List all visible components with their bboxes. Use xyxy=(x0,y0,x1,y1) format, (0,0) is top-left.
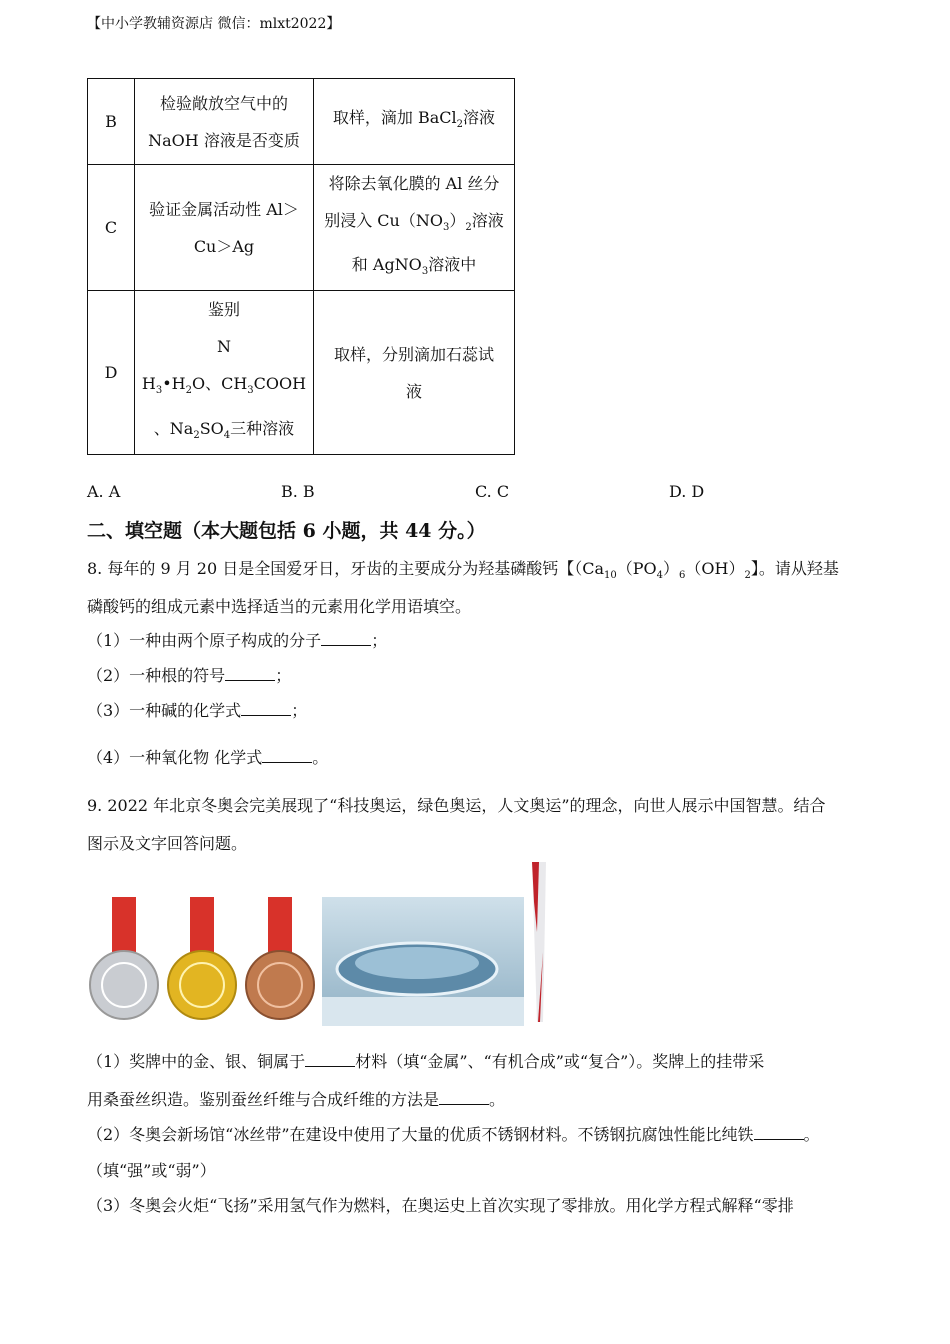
ice-ribbon-stadium-image xyxy=(322,897,524,1026)
medal-disc xyxy=(246,951,314,1019)
row-method: 取样，滴加 BaCl$_2$溶液 xyxy=(314,79,515,165)
choice-a: A. A xyxy=(87,482,121,501)
page-header: 【中小学教辅资源店 微信：mlxt2022】 xyxy=(87,16,341,32)
choice-c: C. C xyxy=(475,482,510,501)
q8-intro-line2: 磷酸钙的组成元素中选择适当的元素用化学用语填空。 xyxy=(87,597,472,616)
bronze-medal-image xyxy=(244,897,316,1024)
choice-d: D. D xyxy=(669,482,705,501)
q8-intro-line1: 8. 每年的 9 月 20 日是全国爱牙日，牙齿的主要成分为羟基磷酸钙【（$Ca_{10}(PO_4)_6(OH)_2$】。请从羟基 xyxy=(87,559,839,582)
q8-part4: （4）一种氧化物 化学式 。 xyxy=(87,748,329,767)
medal-disc xyxy=(90,951,158,1019)
silver-medal-image xyxy=(88,897,160,1024)
q9-part3-line1: （3）冬奥会火炬“飞扬”采用氢气作为燃料，在奥运史上首次实现了零排放。用化学方程式解释“零排 xyxy=(87,1196,794,1215)
choice-b: B. B xyxy=(281,482,315,501)
row-method: 取样，分别滴加石蕊试 液 xyxy=(314,291,515,454)
table-row xyxy=(88,79,515,165)
table-row xyxy=(88,291,515,454)
q9-intro-line2: 图示及文字回答问题。 xyxy=(87,834,248,853)
row-purpose: 检验敞放空气中的 NaOH 溶液是否变质 xyxy=(135,79,314,165)
q9-part2-line1: （2）冬奥会新场馆“冰丝带”在建设中使用了大量的优质不锈钢材料。不锈钢抗腐蚀性能比纯铁 。 xyxy=(87,1125,820,1144)
answer-blank[interactable] xyxy=(754,1125,804,1140)
answer-blank[interactable] xyxy=(262,748,312,763)
row-key: D xyxy=(88,291,135,454)
q8-part3: （3）一种碱的化学式 ； xyxy=(87,701,308,720)
gold-medal-image xyxy=(166,897,238,1024)
medal-ribbon xyxy=(190,897,214,955)
medal-ribbon xyxy=(112,897,136,955)
q8-part2: （2）一种根的符号 ； xyxy=(87,666,292,685)
q9-part2-line2: （填“强”或“弱”） xyxy=(87,1161,216,1180)
q9-intro-line1: 9. 2022 年北京冬奥会完美展现了“科技奥运，绿色奥运，人文奥运”的理念，向世人展示中国智慧。结合 xyxy=(87,796,826,815)
table-row xyxy=(88,165,515,291)
answer-blank[interactable] xyxy=(241,701,291,716)
row-key: C xyxy=(88,165,135,291)
q9-part1-line2: 用桑蚕丝织造。鉴别蚕丝纤维与合成纤维的方法是 。 xyxy=(87,1090,506,1109)
row-purpose: 验证金属活动性 Al＞ Cu＞Ag xyxy=(135,165,314,291)
q9-part1-line1: （1）奖牌中的金、银、铜属于 材料（填“金属”、“有机合成”或“复合”）。奖牌上的挂带采 xyxy=(87,1052,765,1071)
options-table xyxy=(87,78,515,455)
answer-blank[interactable] xyxy=(225,666,275,681)
answer-blank[interactable] xyxy=(321,631,371,646)
answer-blank[interactable] xyxy=(305,1052,355,1067)
medal-disc xyxy=(168,951,236,1019)
row-key: B xyxy=(88,79,135,165)
medal-ribbon xyxy=(268,897,292,955)
row-method: 将除去氧化膜的 Al 丝分 别浸入 $Cu(NO_3)_2$溶液 和 AgNO$_3$溶液中 xyxy=(314,165,515,291)
q8-part1: （1）一种由两个原子构成的分子 ； xyxy=(87,631,388,650)
answer-blank[interactable] xyxy=(439,1090,489,1105)
olympic-images xyxy=(88,862,558,1027)
torch-image xyxy=(528,862,550,1024)
section-title: 二、填空题（本大题包括 6 小题，共 44 分。） xyxy=(87,520,486,542)
row-purpose: 鉴别 N $H_3•H_2O$、$CH_3COOH$ 、$Na_2SO_4$三种溶液 xyxy=(135,291,314,454)
